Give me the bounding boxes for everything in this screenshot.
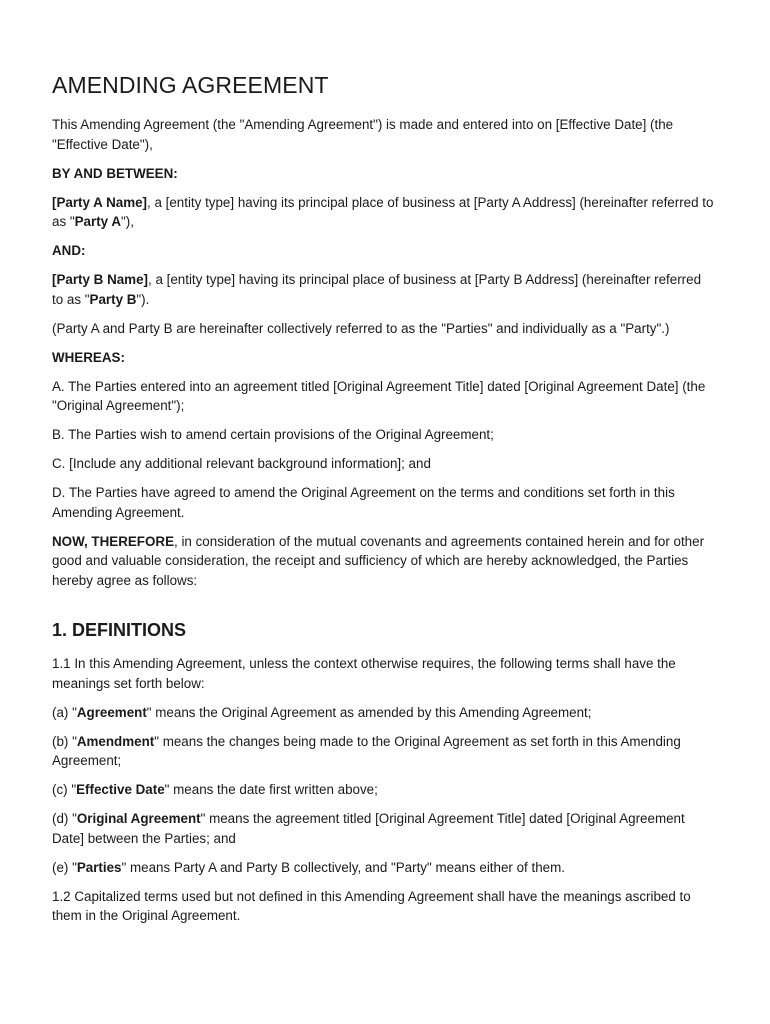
definition-b	[52, 732, 714, 771]
definition-c-term: Effective Date	[76, 782, 165, 797]
document-title: AMENDING AGREEMENT	[52, 72, 329, 98]
party-b-name: [Party B Name]	[52, 272, 148, 287]
recital-b: B. The Parties wish to amend certain provisions of the Original Agreement;	[52, 427, 494, 442]
recital-c: C. [Include any additional relevant background information]; and	[52, 456, 431, 471]
definition-e	[52, 858, 714, 878]
definition-d-text: " means the agreement titled [Original Agreement Title] dated [Original Agreement Date] between the Parties; and	[52, 811, 685, 846]
definition-c	[52, 780, 714, 800]
definition-b-term: Amendment	[76, 733, 155, 749]
definition-a-term: Agreement	[76, 704, 147, 720]
party-b-paragraph	[52, 270, 714, 309]
parties-note: (Party A and Party B are hereinafter collectively referred to as the "Parties" and individually as a "Party".)	[52, 320, 670, 336]
by-and-between-label	[52, 164, 714, 184]
definition-a-text: " means the Original Agreement as amended by this Amending Agreement;	[146, 704, 592, 720]
definition-e-prefix: (e) "	[52, 859, 77, 875]
by-and-between-text: BY AND BETWEEN:	[52, 165, 178, 181]
definition-a	[52, 703, 714, 723]
definition-d	[52, 809, 714, 848]
definition-e-text: " means Party A and Party B collectively, and "Party" means either of them.	[121, 859, 565, 875]
section-1-heading: 1. DEFINITIONS	[52, 620, 187, 640]
party-b-short: Party B	[89, 291, 137, 307]
definition-d-prefix: (d) "	[52, 811, 77, 826]
whereas-text: WHEREAS:	[52, 349, 125, 365]
party-a-short: Party A	[74, 214, 122, 229]
now-therefore-paragraph	[52, 532, 714, 591]
party-a-paragraph	[52, 193, 714, 232]
party-b-text-end: ").	[136, 291, 150, 307]
party-a-name: [Party A Name]	[52, 194, 148, 210]
definition-e-term: Parties	[76, 859, 122, 875]
intro-paragraph: This Amending Agreement (the "Amending Agreement") is made and entered into on [Effective Date] (the "Effective Date"),	[52, 117, 674, 152]
party-a-text-end: "),	[121, 214, 134, 229]
recital-d: D. The Parties have agreed to amend the Original Agreement on the terms and conditions set forth in this Amending Agreement.	[52, 485, 675, 520]
now-therefore-label: NOW, THEREFORE	[52, 533, 175, 549]
whereas-label	[52, 348, 714, 368]
clause-1-1: 1.1 In this Amending Agreement, unless the context otherwise requires, the following terms shall have the meanings set forth below:	[52, 656, 676, 691]
clause-1-2: 1.2 Capitalized terms used but not defined in this Amending Agreement shall have the meanings ascribed to them in the Original Agreement.	[52, 888, 691, 923]
party-b-text: , a [entity type] having its principal place of business at [Party B Address] (hereinafter referred to as "	[52, 272, 702, 307]
now-therefore-text: , in consideration of the mutual covenants and agreements contained herein and for other good and valuable consideration, the receipt and sufficiency of which are hereby acknowledged, the Parties hereby agree as follows:	[52, 533, 705, 588]
party-a-text: , a [entity type] having its principal place of business at [Party A Address] (hereinafter referred to as "	[52, 194, 714, 229]
definition-c-text: " means the date first written above;	[164, 782, 378, 797]
definition-a-prefix: (a) "	[52, 704, 77, 720]
definition-b-text: " means the changes being made to the Original Agreement as set forth in this Amending Agreement;	[52, 733, 681, 768]
definition-c-prefix: (c) "	[52, 782, 77, 797]
definition-b-prefix: (b) "	[52, 733, 77, 749]
recital-a: A. The Parties entered into an agreement titled [Original Agreement Title] dated [Original Agreement Date] (the "Original Agreement");	[52, 378, 706, 413]
and-text: AND:	[52, 243, 86, 258]
and-label	[52, 241, 714, 261]
definition-d-term: Original Agreement	[76, 811, 201, 826]
